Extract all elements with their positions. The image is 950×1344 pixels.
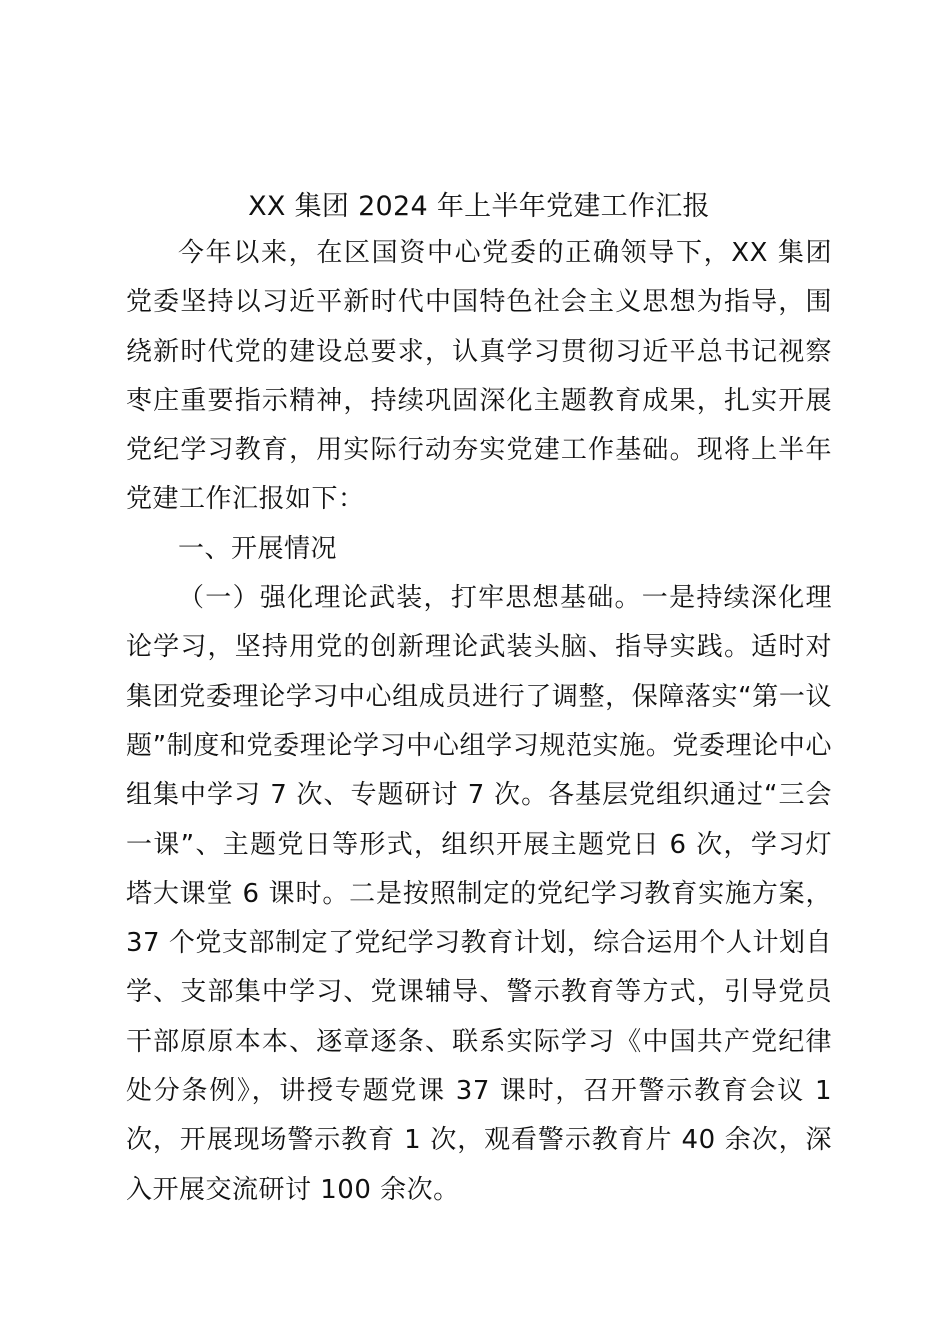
body-paragraph: （一）强化理论武装，打牢思想基础。一是持续深化理论学习，坚持用党的创新理论武装头脑、指导实践。适时对集团党委理论学习中心组成员进行了调整，保障落实“第一议题”制度和党委理论学习中心组学习规范实施。党委理论中心组集中学习 7 次、专题研讨 7 次。各基层党组织通过“三会一课”、主题党日等形式，组织开展主题党日 6 次，学习灯塔大课堂 6 课时。二是按照制定的党纪学习教育实施方案，37 个党支部制定了党纪学习教育计划，综合运用个人计划自学、支部集中学习、党课辅导、警示教育等方式，引导党员干部原原本本、逐章逐条、联系实际学习《中国共产党纪律处分条例》，讲授专题党课 37 课时，召开警示教育会议 1 次，开展现场警示教育 1 次，观看警示教育片 40 余次，深入开展交流研讨 100 余次。 — [126, 583, 832, 1205]
document-title: XX 集团 2024 年上半年党建工作汇报 — [248, 191, 710, 222]
document-page — [126, 184, 832, 1215]
intro-paragraph: 今年以来，在区国资中心党委的正确领导下，XX 集团党委坚持以习近平新时代中国特色社会主义思想为指导，围绕新时代党的建设总要求，认真学习贯彻习近平总书记视察枣庄重要指示精神，持续巩固深化主题教育成果，扎实开展党纪学习教育，用实际行动夯实党建工作基础。现将上半年党建工作汇报如下： — [126, 238, 832, 515]
section-heading: 一、开展情况 — [178, 533, 338, 564]
